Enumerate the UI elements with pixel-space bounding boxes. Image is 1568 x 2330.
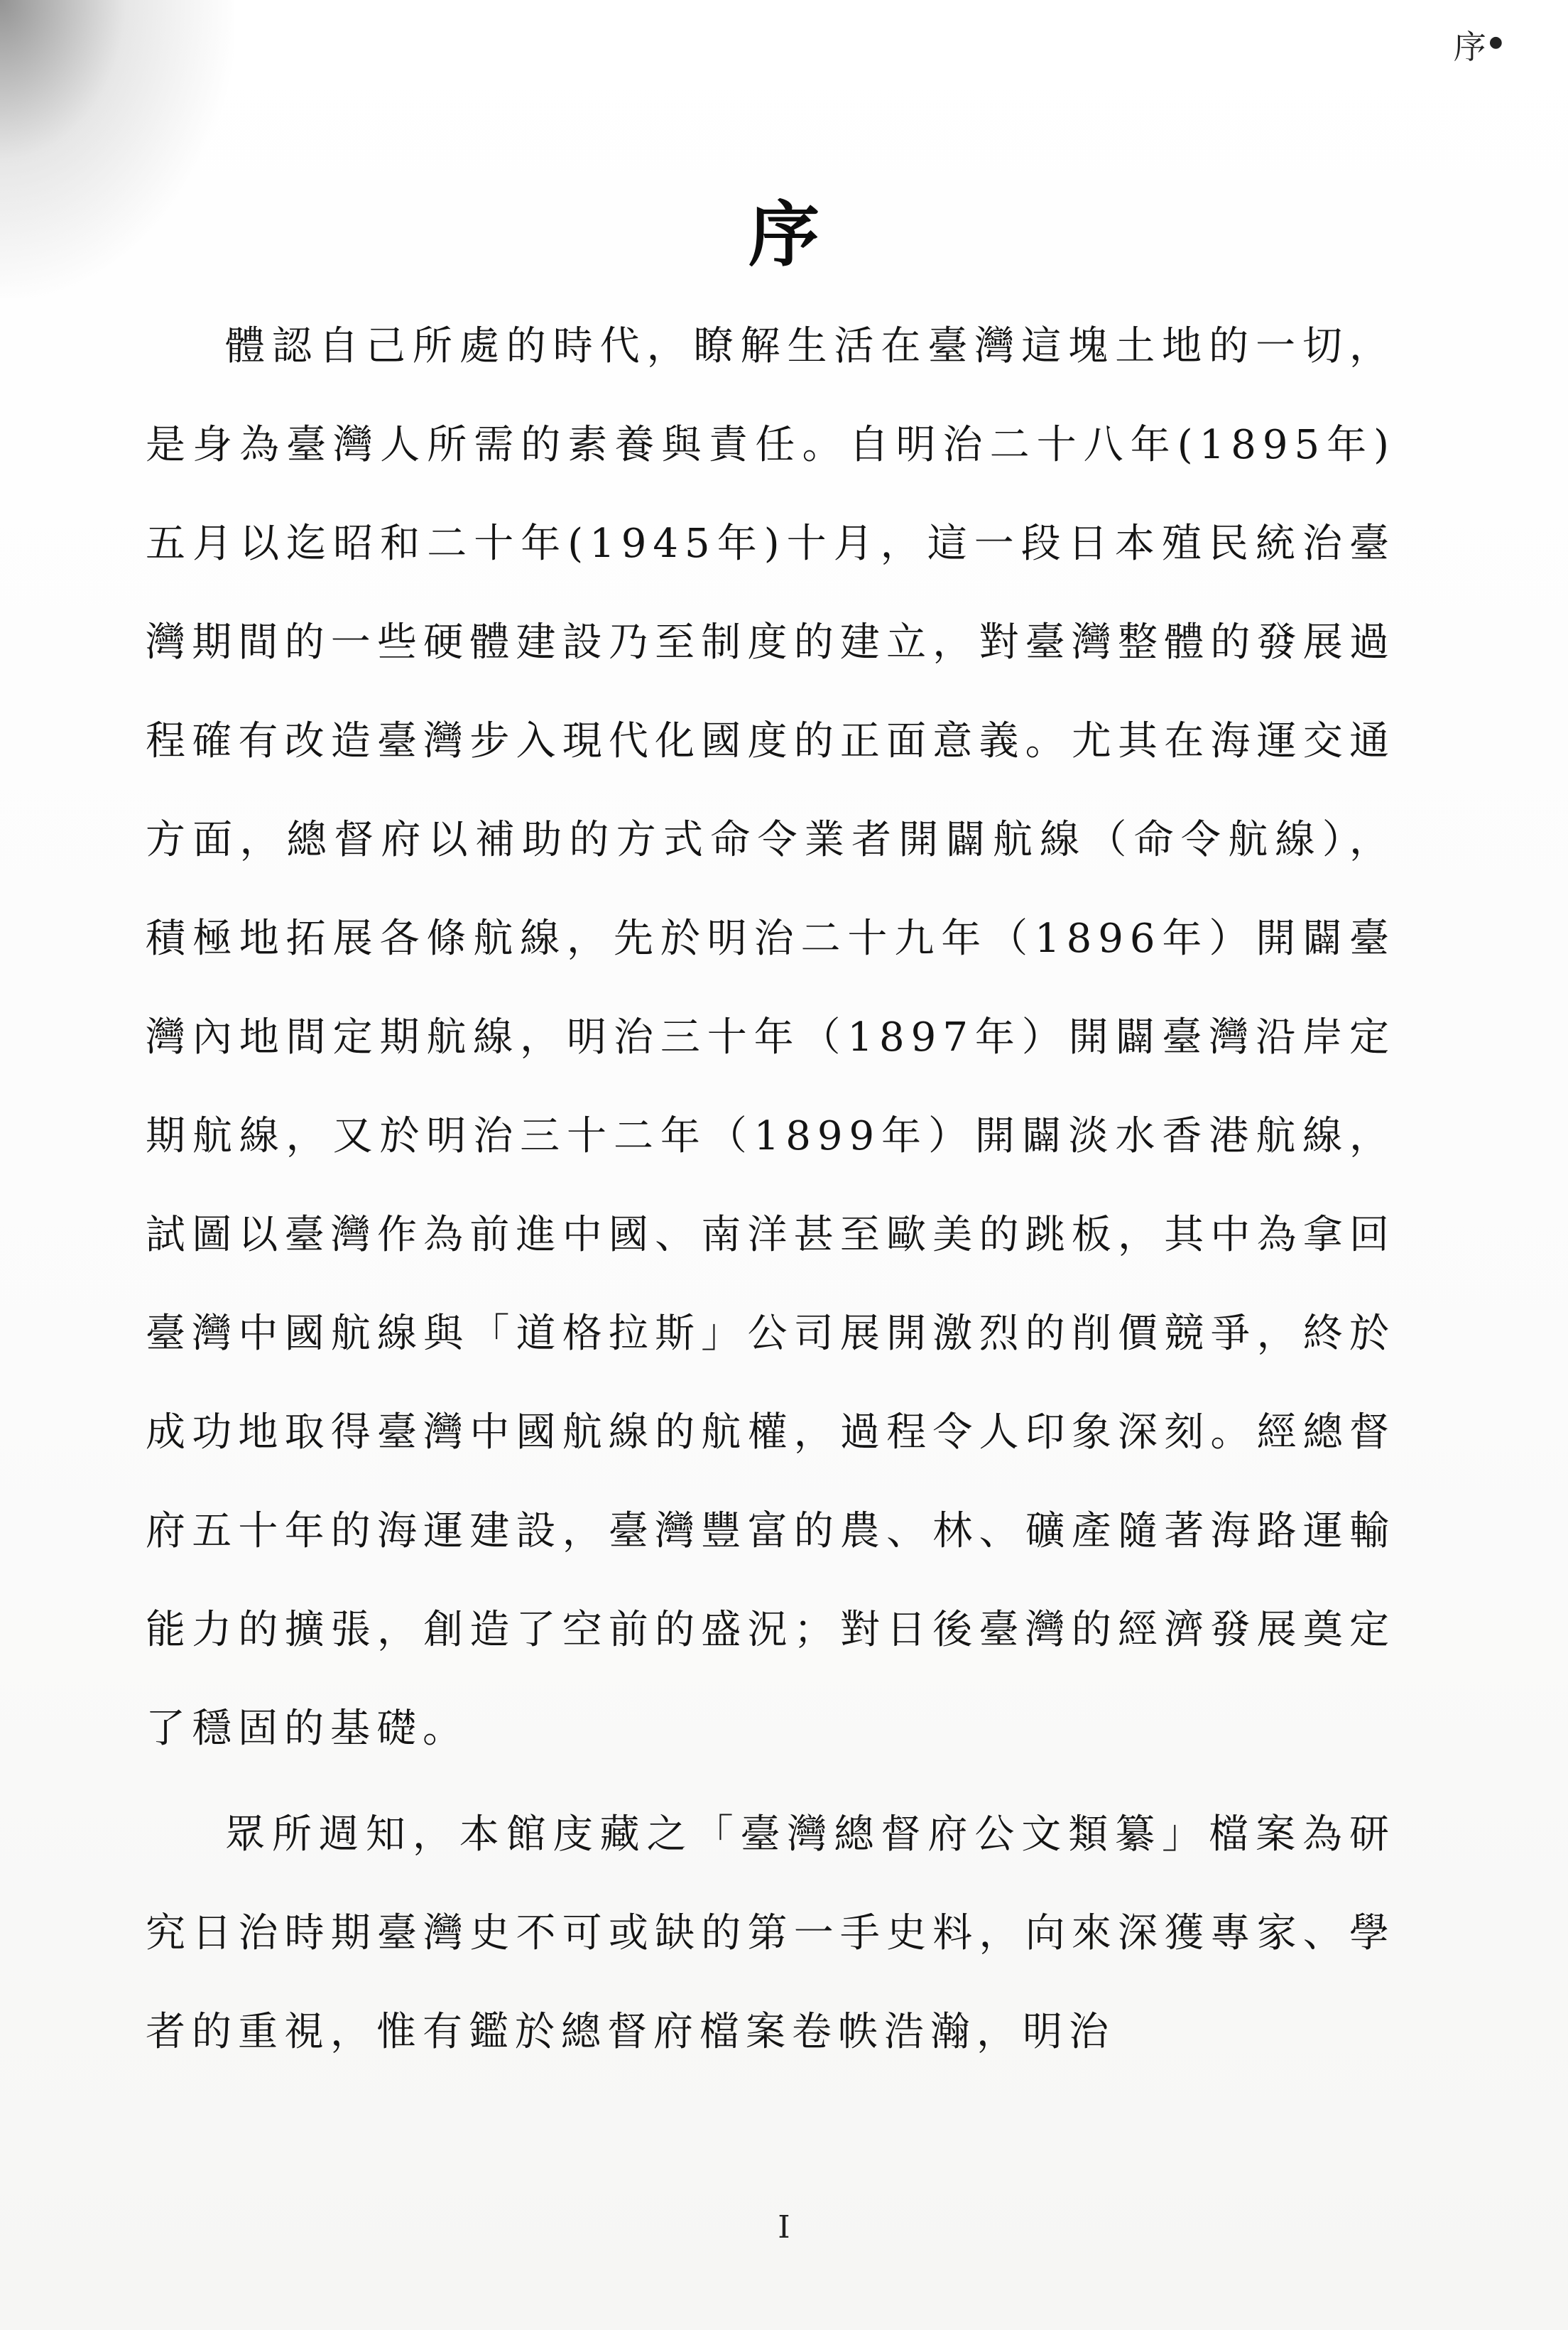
page-title: 序	[748, 193, 820, 276]
page-number: I	[778, 2209, 790, 2245]
paragraph-2: 眾所週知，本館庋藏之「臺灣總督府公文類纂」檔案為研究日治時期臺灣史不可或缺的第一手史料，向來深獲專家、學者的重視，惟有鑑於總督府檔案卷帙浩瀚，明治	[146, 1811, 1395, 2055]
running-header-title: 序	[1453, 28, 1488, 66]
running-header	[1454, 21, 1504, 68]
body-text	[146, 297, 1395, 2088]
paragraph-1: 體認自己所處的時代，瞭解生活在臺灣這塊土地的一切，是身為臺灣人所需的素養與責任。自明治二十八年(1895年)五月以迄昭和二十年(1945年)十月，這一段日本殖民統治臺灣期間的一些硬體建設乃至制度的建立，對臺灣整體的發展過程確有改造臺灣步入現代化國度的正面意義。尤其在海運交通方面，總督府以補助的方式命令業者開闢航線（命令航線），積極地拓展各條航線，先於明治二十九年（1896年）開闢臺灣內地間定期航線，明治三十年（1897年）開闢臺灣沿岸定期航線，又於明治三十二年（1899年）開闢淡水香港航線，試圖以臺灣作為前進中國、南洋甚至歐美的跳板，其中為拿回臺灣中國航線與「道格拉斯」公司展開激烈的削價競爭，終於成功地取得臺灣中國航線的航權，過程令人印象深刻。經總督府五十年的海運建設，臺灣豐富的農、林、礦產隨著海路運輸能力的擴張，創造了空前的盛況；對日後臺灣的經濟發展奠定了穩固的基礎。	[146, 323, 1395, 1752]
running-header-mark: ●	[1488, 33, 1504, 51]
